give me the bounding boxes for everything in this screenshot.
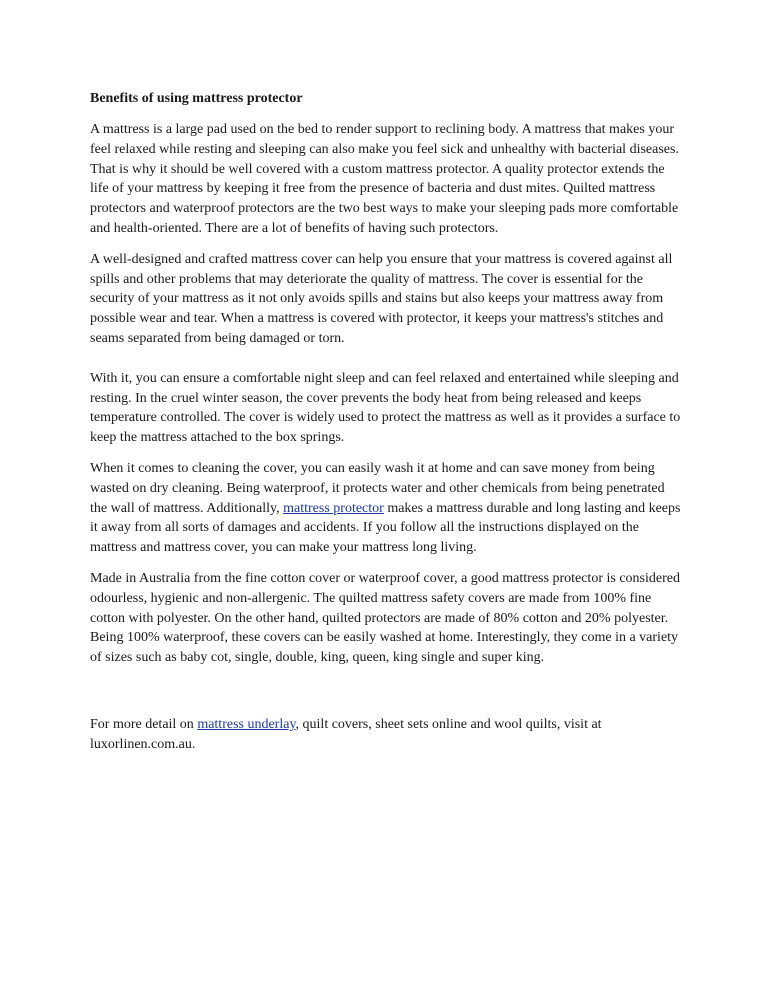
- paragraph-more-detail-text-start: For more detail on: [90, 716, 198, 732]
- document-page: [90, 89, 682, 766]
- paragraph-cover-benefits: A well-designed and crafted mattress cover can help you ensure that your mattress is covered against all spills and other problems that may deteriorate the quality of mattress. The cover is essential for the security of your mattress as it not only avoids spills and stains but also keeps your mattress away from possible wear and tear. When a mattress is covered with protector, it keeps your mattress's stitches and seams separated from being damaged or torn.: [90, 251, 673, 346]
- paragraph-cleaning: [90, 459, 682, 558]
- document-title: Benefits of using mattress protector: [90, 91, 303, 106]
- paragraph-cleaning-text-start: When it comes to cleaning the cover, you can easily wash it at home and can save money from being wasted on dry cleaning. Being waterproof, it protects water and other chemicals from being penetrated the wall of mattress. Additionally,: [90, 460, 665, 516]
- mattress-underlay-link[interactable]: mattress underlay: [197, 716, 296, 732]
- paragraph-materials: Made in Australia from the fine cotton cover or waterproof cover, a good mattress protector is considered odourless, hygienic and non-allergenic. The quilted mattress safety covers are made from 100% fine cotton with polyester. On the other hand, quilted protectors are made of 80% cotton and 20% polyester. Being 100% waterproof, these covers can be easily washed at home. Interestingly, they come in a variety of sizes such as baby cot, single, double, king, queen, king single and super king.: [90, 570, 680, 666]
- paragraph-intro: A mattress is a large pad used on the bed to render support to reclining body. A mattress that makes your feel relaxed while resting and sleeping can also make you feel sick and unhealthy with bacterial diseases. That is why it should be well covered with a custom mattress protector. A quality protector extends the life of your mattress by keeping it free from the presence of bacteria and dust mites. Quilted mattress protectors and waterproof protectors are the two best ways to make your sleeping pads more comfortable and health-oriented. There are a lot of benefits of having such protectors.: [90, 122, 679, 236]
- paragraph-cleaning-text-end: makes a mattress durable and long lasting and keeps it away from all sorts of damages and accidents. If you follow all the instructions displayed on the mattress and mattress cover, you can make your mattress long living.: [90, 500, 681, 556]
- paragraph-comfort: With it, you can ensure a comfortable night sleep and can feel relaxed and entertained while sleeping and resting. In the cruel winter season, the cover prevents the body heat from being released and keeps temperature controlled. The cover is widely used to protect the mattress as well as it provides a surface to keep the mattress attached to the box springs.: [90, 370, 681, 446]
- paragraph-more-detail-text-end: , quilt covers, sheet sets online and wool quilts, visit at luxorlinen.com.au.: [90, 716, 602, 752]
- mattress-protector-link[interactable]: mattress protector: [283, 500, 384, 516]
- paragraph-more-detail: [90, 715, 682, 755]
